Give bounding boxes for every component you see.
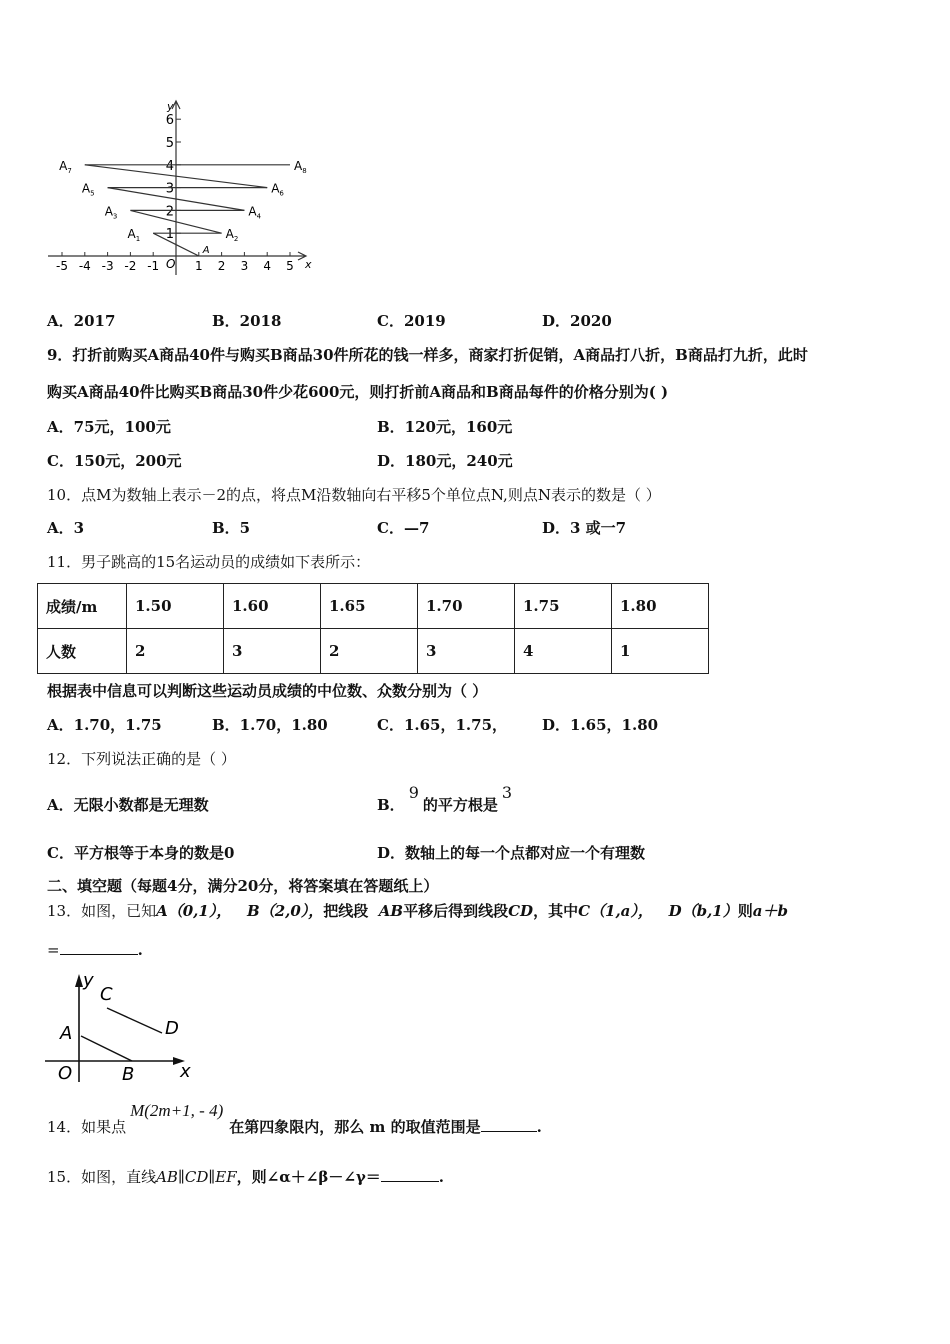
x-tick-label: -5 [56, 259, 68, 273]
q10-option-c: C．—7 [377, 519, 430, 537]
q10-option-d: D．3 或一7 [542, 519, 627, 537]
x-tick-label: 3 [240, 259, 249, 273]
label-y: y [83, 970, 94, 991]
x-tick-label: -2 [124, 259, 137, 273]
table-row [38, 629, 709, 674]
q13-part: 平移后得到线段 [403, 902, 509, 920]
q11-option-c: C．1.65，1.75， [377, 716, 508, 734]
q13-part: 把线段 [323, 902, 369, 920]
answer-blank[interactable] [60, 940, 138, 955]
table-cell: 1.50 [127, 584, 224, 629]
q13-point-c: C（1,a）， [578, 902, 653, 920]
q8-option-b: B．2018 [212, 312, 282, 330]
q14-part: 在第四象限内，那么 [229, 1118, 365, 1136]
q13-point-a: A（0,1）， [156, 902, 232, 920]
point-label-a1: $A_1$ [127, 227, 141, 244]
label-x: x [180, 1061, 191, 1082]
q13-expr: a＋b [752, 902, 788, 920]
table-row [38, 584, 709, 629]
table-cell: 2 [127, 629, 224, 674]
q10-option-a: A．3 [47, 519, 85, 537]
table-cell: 1 [612, 629, 709, 674]
label-a: A [60, 1023, 73, 1044]
q14-end: . [536, 1118, 542, 1136]
q9-option-a: A．75元，100元 [47, 418, 171, 436]
label-o: O [58, 1063, 73, 1084]
q14-text [47, 1101, 542, 1137]
q13-cd: CD [508, 902, 534, 920]
q8-option-a: A．2017 [47, 312, 116, 330]
point-label-a3: $A_3$ [104, 204, 118, 221]
zigzag-coordinate-figure [0, 0, 340, 290]
y-axis-label: y [167, 100, 174, 113]
q14-part: 14．如果点 [47, 1118, 127, 1136]
point-label-a: A [202, 245, 210, 256]
section-heading: 二、填空题（每题4分，满分20分，将答案填在答题纸上） [47, 877, 439, 895]
q12-text: 12．下列说法正确的是（ ） [47, 750, 236, 768]
segment-translation-figure [45, 968, 205, 1086]
q9-option-b: B．120元，160元 [377, 418, 513, 436]
label-c: C [100, 984, 113, 1005]
q12-option-a: A．无限小数都是无理数 [47, 796, 209, 814]
q15-part: 15．如图，直线 [47, 1168, 157, 1186]
table-cell: 2 [321, 629, 418, 674]
table-cell: 1.65 [321, 584, 418, 629]
segment-ab [81, 1036, 132, 1061]
q13-part: ，其中 [533, 902, 579, 920]
q10-option-b: B．5 [212, 519, 251, 537]
point-label-a5: $A_5$ [81, 181, 95, 198]
q11-option-d: D．1.65，1.80 [542, 716, 659, 734]
y-tick-label: 1 [165, 227, 174, 243]
x-tick-label: 2 [217, 259, 226, 273]
y-tick-label: 5 [165, 136, 174, 151]
q8-option-c: C．2019 [377, 312, 446, 330]
x-tick-label: 1 [194, 259, 203, 273]
q12-option-b [377, 783, 513, 815]
origin-label: O [166, 257, 176, 271]
q9-text-line2: 购买A商品40件比购买B商品30件少花600元，则打折前A商品和B商品每件的价格分别为( ) [47, 383, 669, 401]
x-tick-label: -1 [147, 259, 160, 273]
q9-text-line1: 9．打折前购买A商品40件与购买B商品30件所花的钱一样多，商家打折促销，A商品打八折，B商品打九折，此时 [47, 346, 808, 364]
y-tick-label: 3 [165, 181, 174, 197]
q15-part: ，则∠α＋∠β－∠γ＝ [236, 1168, 381, 1186]
label-b: B [122, 1064, 135, 1085]
q12-b-num1: 9 [408, 783, 419, 802]
q11-option-a: A．1.70，1.75 [47, 716, 162, 734]
q13-text [47, 901, 788, 921]
y-tick-label: 6 [165, 113, 174, 129]
table-cell: 4 [515, 629, 612, 674]
q14-part: 的取值范围是 [390, 1118, 481, 1136]
q14-m: m [369, 1118, 386, 1136]
table-cell: 3 [418, 629, 515, 674]
answer-blank[interactable] [381, 1167, 439, 1182]
x-tick-label: -4 [78, 259, 91, 273]
point-label-a2: $A_2$ [225, 227, 239, 244]
y-axis-arrow-icon [75, 974, 83, 987]
q13-part: 则 [737, 902, 753, 920]
q8-option-d: D．2020 [542, 312, 612, 330]
x-axis-label: x [305, 258, 312, 271]
answer-blank[interactable] [481, 1117, 537, 1132]
q9-option-c: C．150元，200元 [47, 452, 182, 470]
q10-text: 10．点M为数轴上表示－2的点，将点M沿数轴向右平移5个单位点N,则点N表示的数是（ ） [47, 486, 661, 504]
table-cell: 人数 [38, 629, 127, 674]
q13-point-b: B（2,0）， [247, 902, 324, 920]
q13-end: . [137, 941, 143, 959]
point-label-a6: $A_6$ [271, 181, 284, 198]
q11-text: 11．男子跳高的15名运动员的成绩如下表所示： [47, 553, 371, 571]
point-label-a7: $A_7$ [59, 158, 72, 175]
q15-text [47, 1167, 444, 1187]
q12-option-c: C．平方根等于本身的数是0 [47, 844, 235, 862]
table-cell: 1.75 [515, 584, 612, 629]
q13-ab: AB [378, 902, 404, 920]
point-label-a4: $A_4$ [248, 204, 262, 221]
q12-option-d: D．数轴上的每一个点都对应一个有理数 [377, 844, 646, 862]
table-cell: 成绩/m [38, 584, 127, 629]
q13-point-d: D（b,1） [668, 902, 738, 920]
q14-formula: M(2m+1, - 4) [130, 1101, 224, 1120]
table-cell: 1.60 [224, 584, 321, 629]
q13-answer-line [47, 940, 143, 960]
table-cell: 1.80 [612, 584, 709, 629]
q11-question: 根据表中信息可以判断这些运动员成绩的中位数、众数分别为（ ） [47, 682, 488, 700]
segment-cd [107, 1008, 162, 1033]
q13-part: 13．如图，已知 [47, 902, 157, 920]
y-tick-label: 4 [165, 158, 174, 174]
q12-b-num2: 3 [501, 783, 513, 802]
high-jump-table [37, 583, 709, 674]
q11-option-b: B．1.70，1.80 [212, 716, 328, 734]
q12-b-mid: 的平方根是 [422, 796, 498, 814]
q15-lines: AB∥CD∥EF [156, 1168, 237, 1186]
q9-option-d: D．180元，240元 [377, 452, 513, 470]
q15-end: . [438, 1168, 445, 1186]
q13-eq: = [47, 941, 60, 959]
point-label-a8: $A_8$ [294, 158, 307, 175]
x-tick-label: 5 [286, 259, 294, 273]
table-cell: 3 [224, 629, 321, 674]
x-tick-label: 4 [263, 259, 272, 273]
q12-b-label: B． [377, 796, 405, 814]
label-d: D [165, 1018, 179, 1039]
table-cell: 1.70 [418, 584, 515, 629]
y-tick-label: 2 [165, 204, 174, 220]
x-tick-label: -3 [101, 259, 114, 273]
